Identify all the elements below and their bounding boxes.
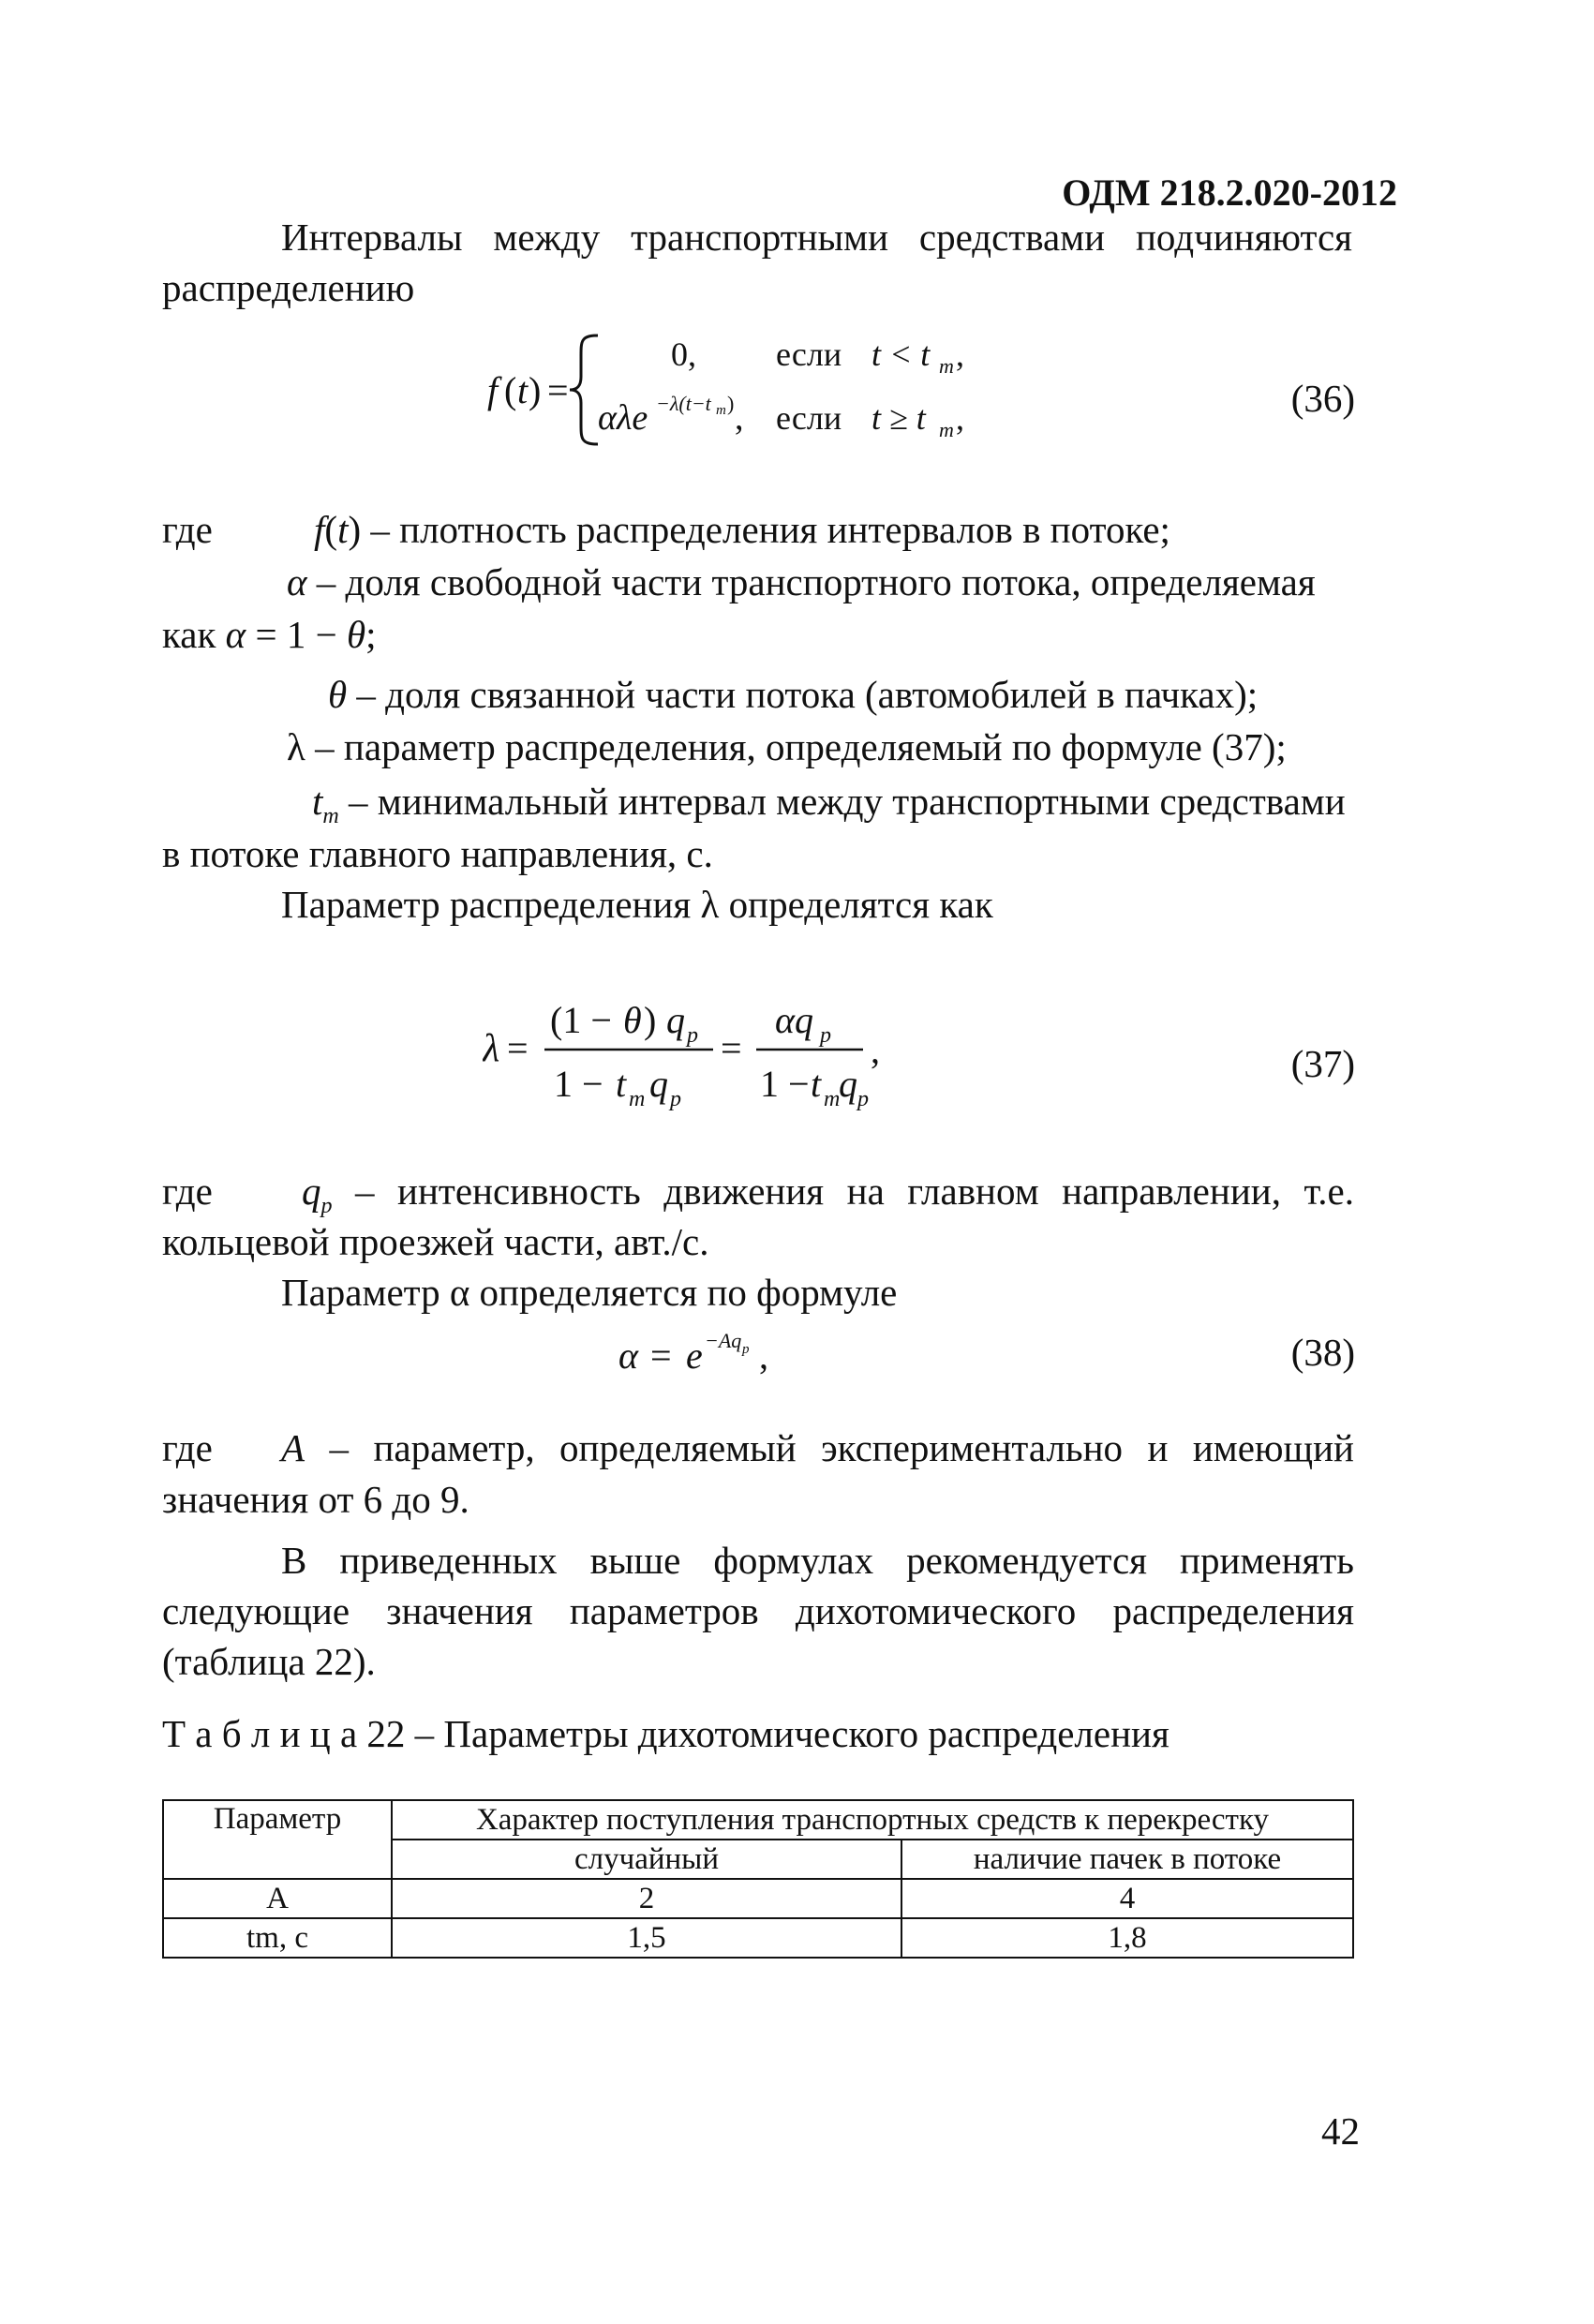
svg-text:=: =: [650, 1334, 672, 1377]
svg-text:f: f: [487, 369, 499, 411]
svg-text:p: p: [670, 1087, 681, 1111]
svg-text:αλe: αλe: [598, 398, 648, 438]
svg-text:α: α: [618, 1334, 638, 1377]
tm-definition: $t_m$ – минимальный интервал между транспортными средствами: [312, 780, 1346, 829]
svg-text:−λ(t−t: −λ(t−t: [656, 392, 711, 415]
svg-text:t: t: [517, 369, 529, 411]
header-param: Параметр: [163, 1800, 392, 1879]
row-value: 1,8: [901, 1918, 1353, 1958]
formula-36: [487, 328, 1012, 450]
formula-36-case2-if: если: [776, 399, 842, 437]
svg-text:,: ,: [956, 335, 964, 373]
svg-text:=: =: [507, 1027, 529, 1069]
lambda-definition: λ – параметр распределения, определяемый по формуле (37);: [287, 725, 1287, 768]
svg-text:−Aq: −Aq: [705, 1329, 742, 1352]
svg-text:q: q: [666, 999, 685, 1041]
svg-text:1 −: 1 −: [760, 1063, 810, 1105]
formula-36-number: (36): [1290, 377, 1355, 420]
svg-text:t < t: t < t: [871, 335, 931, 373]
formula-36-case1-value: 0,: [671, 335, 696, 373]
where-label-3: где: [162, 1426, 213, 1469]
recommend-line-2: следующие значения параметров дихотомического распределения: [162, 1589, 1354, 1632]
table-header-row: [163, 1800, 1353, 1840]
qp-definition-cont: кольцевой проезжей части, авт./с.: [162, 1220, 709, 1263]
svg-text:,: ,: [871, 1029, 880, 1071]
intro-line-1: Интервалы между транспортными средствами подчиняются: [281, 216, 1352, 259]
svg-text:m: m: [939, 354, 954, 378]
parameters-table: [162, 1799, 1354, 1959]
qp-definition: $q_p$ – интенсивность движения на главном направлении, т.е.: [302, 1169, 1354, 1219]
subheader-packs: наличие пачек в потоке: [901, 1840, 1353, 1879]
svg-text:=: =: [547, 369, 569, 411]
svg-text:m: m: [824, 1087, 841, 1111]
svg-text:1 −: 1 −: [554, 1063, 603, 1105]
svg-text:t: t: [616, 1063, 627, 1105]
document-code: ОДМ 218.2.020-2012: [1062, 171, 1397, 214]
row-param: tm, с: [163, 1918, 392, 1958]
f-definition: f(t) – плотность распределения интервалов в потоке;: [314, 508, 1170, 551]
theta-definition: θ – доля связанной части потока (автомобилей в пачках);: [328, 673, 1259, 716]
svg-text:,: ,: [735, 398, 744, 438]
svg-text:): ): [727, 392, 735, 415]
svg-text:m: m: [939, 418, 954, 441]
lambda-intro: Параметр распределения λ определятся как: [281, 883, 993, 926]
a-definition: A – параметр, определяемый экспериментально и имеющий: [281, 1426, 1354, 1469]
svg-text:t ≥ t: t ≥ t: [871, 399, 926, 437]
svg-text:p: p: [742, 1342, 750, 1357]
formula-37: [483, 984, 914, 1125]
row-value: 1,5: [392, 1918, 901, 1958]
formula-38-number: (38): [1290, 1331, 1355, 1374]
svg-text:=: =: [721, 1027, 742, 1069]
table-caption: Т а б л и ц а 22 – Параметры дихотомического распределения: [162, 1712, 1169, 1755]
svg-text:,: ,: [759, 1334, 768, 1377]
svg-text:q: q: [649, 1063, 668, 1105]
alpha-definition: α – доля свободной части транспортного потока, определяемая: [287, 560, 1316, 603]
svg-text:,: ,: [956, 399, 964, 437]
svg-text:θ: θ: [623, 999, 642, 1041]
svg-text:m: m: [629, 1087, 646, 1111]
a-definition-cont: значения от 6 до 9.: [162, 1478, 469, 1521]
recommend-line-3: (таблица 22).: [162, 1640, 376, 1683]
svg-text:q: q: [839, 1063, 857, 1105]
svg-text:p: p: [857, 1087, 869, 1111]
formula-36-case1-if: если: [776, 335, 842, 373]
alpha-intro: Параметр α определяется по формуле: [281, 1271, 898, 1314]
svg-text:t: t: [811, 1063, 822, 1105]
svg-text:p: p: [687, 1023, 698, 1048]
svg-text:(1 −: (1 −: [550, 999, 612, 1041]
subheader-random: случайный: [392, 1840, 901, 1879]
svg-text:m: m: [716, 403, 726, 418]
formula-38: [618, 1319, 825, 1385]
svg-text:(: (: [504, 369, 517, 411]
svg-text:αq: αq: [775, 999, 813, 1041]
svg-text:λ: λ: [483, 1027, 500, 1070]
row-param: A: [163, 1879, 392, 1918]
row-value: 4: [901, 1879, 1353, 1918]
formula-37-number: (37): [1290, 1042, 1355, 1085]
page-number: 42: [1321, 2109, 1360, 2153]
recommend-line-1: В приведенных выше формулах рекомендуется применять: [281, 1539, 1354, 1582]
table-row: [163, 1879, 1353, 1918]
svg-text:): ): [644, 999, 657, 1041]
svg-text:e: e: [686, 1334, 703, 1377]
where-label-2: где: [162, 1169, 213, 1213]
tm-definition-cont: в потоке главного направления, с.: [162, 832, 713, 875]
row-value: 2: [392, 1879, 901, 1918]
where-label-1: где: [162, 508, 213, 551]
table-row: [163, 1918, 1353, 1958]
svg-text:p: p: [820, 1023, 831, 1048]
intro-line-2: распределению: [162, 266, 415, 309]
svg-text:): ): [529, 369, 542, 411]
header-group: Характер поступления транспортных средств к перекрестку: [392, 1800, 1353, 1840]
alpha-definition-cont: как α = 1 − θ;: [162, 613, 377, 656]
